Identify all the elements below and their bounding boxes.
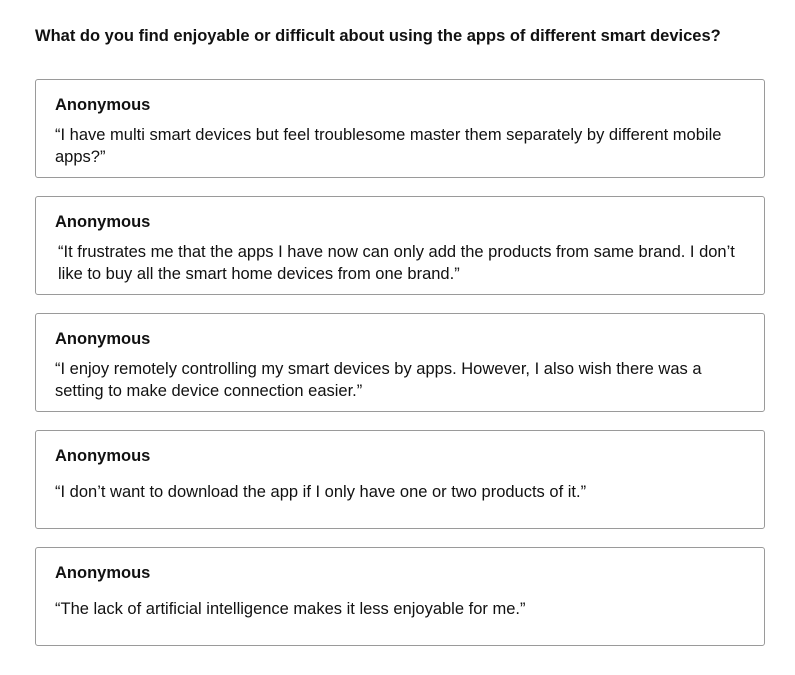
response-author: Anonymous (55, 213, 151, 231)
response-card (35, 547, 765, 646)
response-quote: “I enjoy remotely controlling my smart devices by apps. However, I also wish there was a setting to make device connection easier.” (55, 360, 702, 400)
response-author: Anonymous (55, 447, 151, 465)
response-author: Anonymous (55, 96, 151, 114)
response-card (35, 79, 765, 178)
response-quote: “It frustrates me that the apps I have now can only add the products from same brand. I don’t like to buy all the smart home devices from one brand.” (58, 243, 735, 283)
response-author: Anonymous (55, 330, 151, 348)
response-card (35, 196, 765, 295)
response-card (35, 313, 765, 412)
response-quote: “The lack of artificial intelligence makes it less enjoyable for me.” (55, 600, 526, 618)
survey-question: What do you find enjoyable or difficult about using the apps of different smart devices? (35, 27, 721, 45)
response-quote: “I have multi smart devices but feel troublesome master them separately by different mobile apps?” (55, 126, 722, 166)
response-author: Anonymous (55, 564, 151, 582)
response-quote: “I don’t want to download the app if I only have one or two products of it.” (55, 483, 587, 501)
response-card (35, 430, 765, 529)
